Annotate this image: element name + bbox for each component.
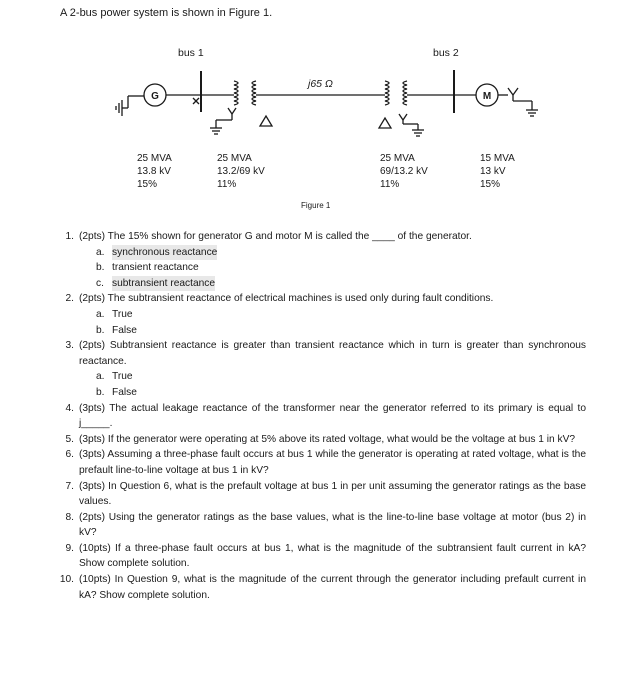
question-2 xyxy=(52,291,586,307)
option-text: transient reactance xyxy=(112,262,199,274)
question-list xyxy=(52,229,586,603)
question-10 xyxy=(52,572,586,603)
question-number: 9. xyxy=(65,542,74,554)
option-letter: b. xyxy=(96,262,105,274)
question-6 xyxy=(52,447,586,478)
figure-caption: Figure 1 xyxy=(301,201,331,210)
intro-text: A 2-bus power system is shown in Figure 1. xyxy=(60,7,273,19)
transformer-1-rating-kv: 13.2/69 kV xyxy=(217,166,265,177)
generator-rating-kv: 13.8 kV xyxy=(137,166,171,177)
motor-rating-kv: 13 kV xyxy=(480,166,506,177)
option-1c[interactable] xyxy=(52,276,586,292)
question-text: (2pts) The subtransient reactance of electrical machines is used only during fault conditions. xyxy=(79,293,494,305)
option-2a[interactable] xyxy=(52,307,586,323)
question-9 xyxy=(52,541,586,572)
option-text: True xyxy=(112,371,133,383)
transformer-2-ratings xyxy=(380,153,428,190)
transformer-2-rating-kv: 69/13.2 kV xyxy=(380,166,428,177)
option-2b[interactable] xyxy=(52,323,586,339)
question-3 xyxy=(52,338,586,369)
question-1 xyxy=(52,229,586,245)
question-number: 8. xyxy=(65,511,74,523)
transformer-1-symbol xyxy=(210,81,272,134)
question-number: 4. xyxy=(65,402,74,414)
question-7 xyxy=(52,479,586,510)
option-letter: a. xyxy=(96,308,105,320)
transformer-2-rating-mva: 25 MVA xyxy=(380,153,415,164)
transformer-1-rating-x: 11% xyxy=(217,179,237,190)
option-letter: c. xyxy=(96,277,104,289)
question-5 xyxy=(52,432,586,448)
question-number: 2. xyxy=(65,293,74,305)
question-text: (10pts) In Question 9, what is the magnitude of the current through the generator including prefault current in kA? Show complete solution. xyxy=(79,574,586,601)
question-number: 1. xyxy=(65,231,74,242)
question-text: (3pts) The actual leakage reactance of the transformer near the generator referred to its primary is equal to j_____. xyxy=(79,402,586,430)
question-number: 5. xyxy=(65,433,74,445)
question-text: (2pts) Using the generator ratings as the base values, what is the line-to-line base voltage at motor (bus 2) in kV? xyxy=(79,511,586,539)
motor-neutral-ground xyxy=(498,88,538,116)
generator-neutral-ground xyxy=(116,96,144,116)
motor-letter: M xyxy=(482,91,492,102)
question-8 xyxy=(52,510,586,541)
option-1b[interactable] xyxy=(52,260,586,276)
generator-rating-mva: 25 MVA xyxy=(137,153,172,164)
bus-2-label: bus 2 xyxy=(433,47,459,59)
generator-ratings xyxy=(137,153,172,190)
option-text: False xyxy=(112,386,137,398)
option-text: False xyxy=(112,324,137,336)
transformer-2-symbol xyxy=(379,81,424,136)
question-number: 10. xyxy=(59,574,74,586)
option-letter: a. xyxy=(96,371,105,383)
generator-rating-x: 15% xyxy=(137,179,158,190)
option-letter: b. xyxy=(96,324,105,336)
option-letter: b. xyxy=(96,386,105,398)
option-1a[interactable] xyxy=(52,245,586,261)
question-4 xyxy=(52,401,586,432)
question-text: (3pts) Assuming a three-phase fault occurs at bus 1 while the generator is operating at rated voltage, what is the prefault line-to-line voltage at bus 1 in kV? xyxy=(79,449,586,476)
question-text: (2pts) Subtransient reactance is greater than transient reactance which in turn is greater than synchronous reactance. xyxy=(79,340,586,367)
motor-rating-mva: 15 MVA xyxy=(480,153,515,164)
option-text: subtransient reactance xyxy=(112,276,215,292)
option-letter: a. xyxy=(96,246,105,258)
question-text: (2pts) The 15% shown for generator G and motor M is called the ____ of the generator. xyxy=(79,231,472,242)
bus-1-label: bus 1 xyxy=(178,47,204,59)
figure-1-diagram xyxy=(0,0,639,215)
motor-ratings xyxy=(480,153,515,190)
option-3b[interactable] xyxy=(52,385,586,401)
transformer-1-rating-mva: 25 MVA xyxy=(217,153,252,164)
motor-rating-x: 15% xyxy=(480,179,501,190)
option-text: synchronous reactance xyxy=(112,245,217,261)
option-3a[interactable] xyxy=(52,369,586,385)
question-text: (3pts) If the generator were operating at 5% above its rated voltage, what would be the voltage at bus 1 in kV? xyxy=(79,433,576,445)
question-number: 7. xyxy=(65,480,74,492)
question-number: 3. xyxy=(65,340,74,352)
question-number: 6. xyxy=(65,449,74,461)
transformer-2-rating-x: 11% xyxy=(380,179,400,190)
question-text: (10pts) If a three-phase fault occurs at bus 1, what is the magnitude of the subtransient fault current in kA? Show complete solution. xyxy=(79,542,586,570)
question-text: (3pts) In Question 6, what is the prefault voltage at bus 1 in per unit assuming the generator ratings as the base values. xyxy=(79,480,586,508)
line-impedance-label: j65 Ω xyxy=(308,78,333,90)
option-text: True xyxy=(112,308,133,320)
transformer-1-ratings xyxy=(217,153,265,190)
generator-letter: G xyxy=(151,91,159,102)
